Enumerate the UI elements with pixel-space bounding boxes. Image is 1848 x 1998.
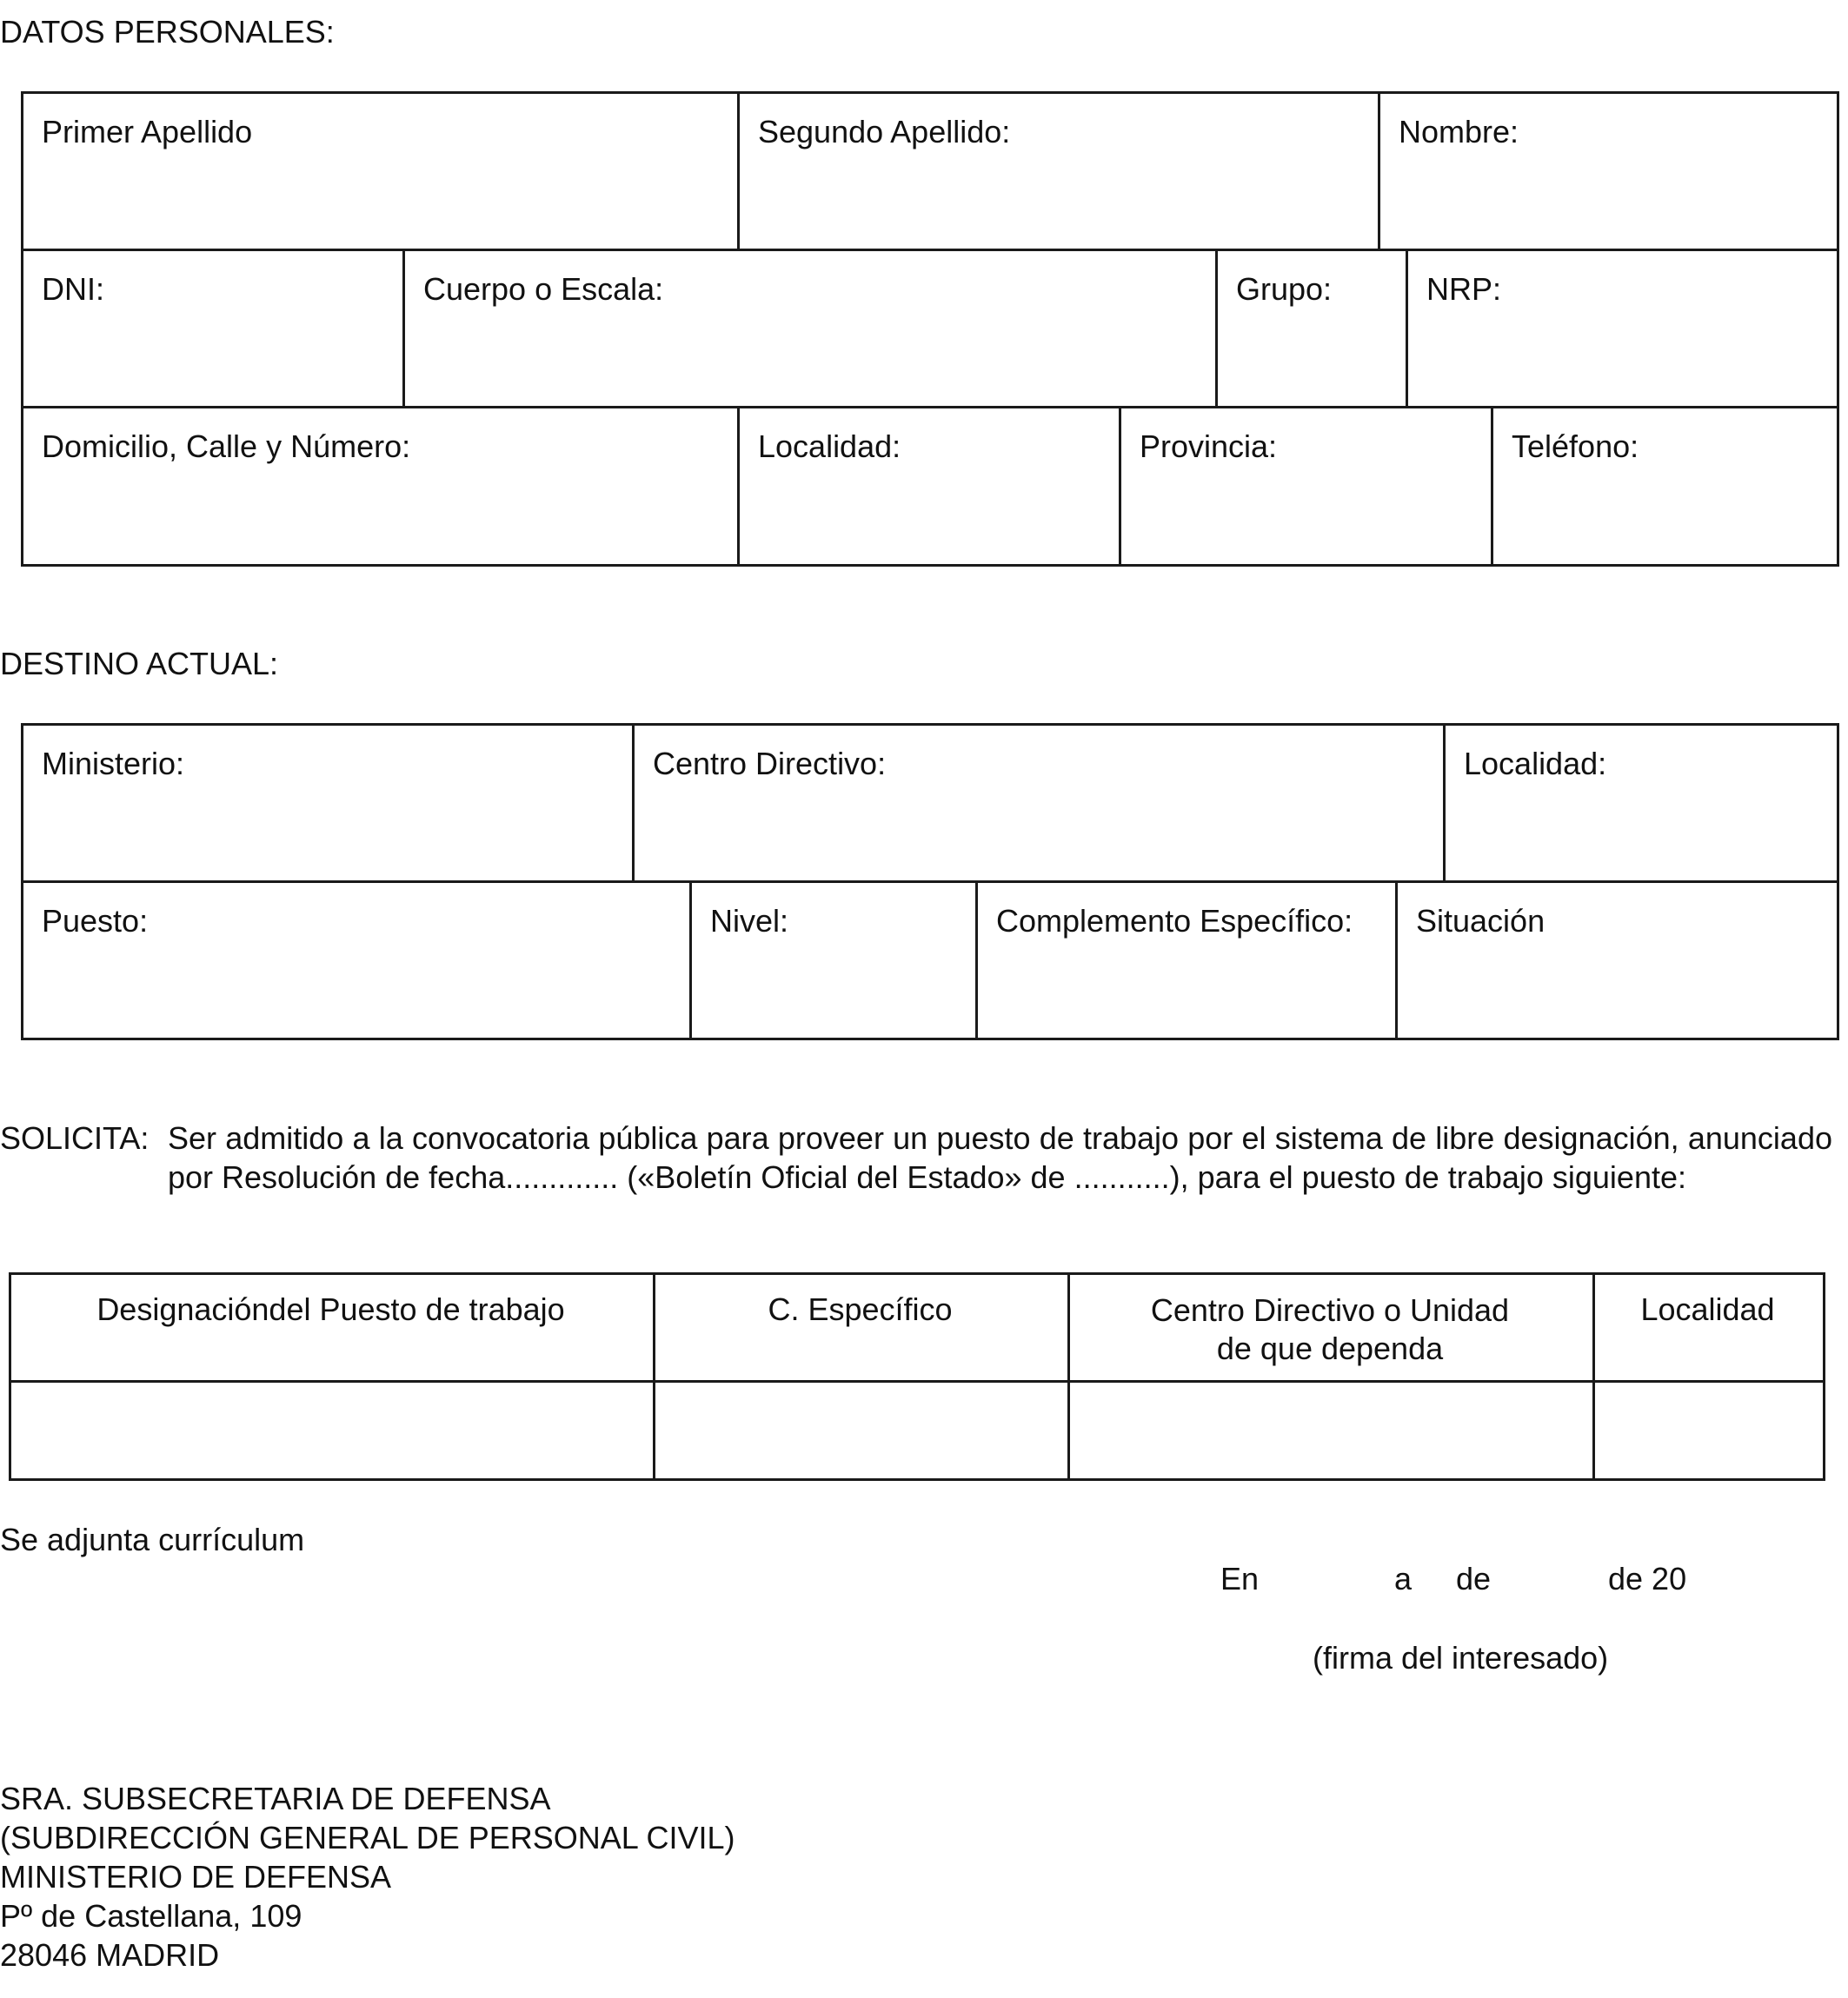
field-puesto[interactable]: Puesto: xyxy=(42,903,149,939)
input-centro-directivo[interactable] xyxy=(1067,1380,1592,1478)
address-line: SRA. SUBSECRETARIA DE DEFENSA xyxy=(0,1781,551,1816)
signature-caption: (firma del interesado) xyxy=(1313,1640,1609,1676)
field-grupo[interactable]: Grupo: xyxy=(1236,271,1333,307)
header-centro-directivo-line1: Centro Directivo o Unidad xyxy=(1150,1292,1510,1328)
address-block xyxy=(0,1779,735,1975)
field-cuerpo-escala[interactable]: Cuerpo o Escala: xyxy=(423,271,664,307)
table-border xyxy=(1823,1272,1825,1481)
field-telefono[interactable]: Teléfono: xyxy=(1512,428,1639,464)
header-localidad: Localidad xyxy=(1640,1291,1775,1327)
field-segundo-apellido[interactable]: Segundo Apellido: xyxy=(758,114,1011,149)
field-nrp[interactable]: NRP: xyxy=(1426,271,1502,307)
header-c-especifico: C. Específico xyxy=(768,1291,953,1327)
address-line: MINISTERIO DE DEFENSA xyxy=(0,1859,392,1895)
input-c-especifico[interactable] xyxy=(653,1380,1067,1478)
table-border xyxy=(21,1038,1839,1040)
table-border xyxy=(9,1478,1825,1481)
header-centro-directivo xyxy=(1067,1272,1592,1380)
table-border xyxy=(1837,723,1839,1040)
table-border xyxy=(1837,91,1839,567)
field-localidad[interactable]: Localidad: xyxy=(758,428,901,464)
section-title-destino: DESTINO ACTUAL: xyxy=(0,646,279,681)
field-nivel[interactable]: Nivel: xyxy=(710,903,789,939)
field-centro-directivo[interactable]: Centro Directivo: xyxy=(653,746,887,781)
field-situacion[interactable]: Situación xyxy=(1416,903,1546,939)
field-complemento-especifico[interactable]: Complemento Específico: xyxy=(996,903,1353,939)
curriculum-note: Se adjunta currículum xyxy=(0,1522,305,1557)
field-dni[interactable]: DNI: xyxy=(42,271,104,307)
input-designacion[interactable] xyxy=(9,1380,653,1478)
header-centro-directivo-line2: de que dependa xyxy=(1216,1331,1444,1366)
input-localidad[interactable] xyxy=(1592,1380,1823,1478)
table-border xyxy=(21,564,1839,567)
solicita-text: Ser admitido a la convocatoria pública para proveer un puesto de trabajo por el sistema de libre designación, anunciado por Resolución de fecha............. («Boletín Oficial del Estado» de ...........), para el puesto de trabajo siguiente: xyxy=(168,1120,1832,1195)
address-line: 28046 MADRID xyxy=(0,1937,220,1973)
address-line: Pº de Castellana, 109 xyxy=(0,1898,302,1934)
field-ministerio[interactable]: Ministerio: xyxy=(42,746,185,781)
header-designacion: Designacióndel Puesto de trabajo xyxy=(96,1291,565,1327)
field-primer-apellido[interactable]: Primer Apellido xyxy=(42,114,253,149)
date-de-20: de 20 xyxy=(1608,1561,1687,1596)
field-nombre[interactable]: Nombre: xyxy=(1399,114,1519,149)
section-title-personal: DATOS PERSONALES: xyxy=(0,14,335,50)
address-line: (SUBDIRECCIÓN GENERAL DE PERSONAL CIVIL) xyxy=(0,1820,735,1855)
solicita-label: SOLICITA: xyxy=(0,1120,150,1156)
date-de: de xyxy=(1456,1561,1492,1596)
field-destino-localidad[interactable]: Localidad: xyxy=(1464,746,1607,781)
field-provincia[interactable]: Provincia: xyxy=(1140,428,1278,464)
field-domicilio[interactable]: Domicilio, Calle y Número: xyxy=(42,428,411,464)
date-en: En xyxy=(1220,1561,1260,1596)
date-a: a xyxy=(1394,1561,1413,1596)
